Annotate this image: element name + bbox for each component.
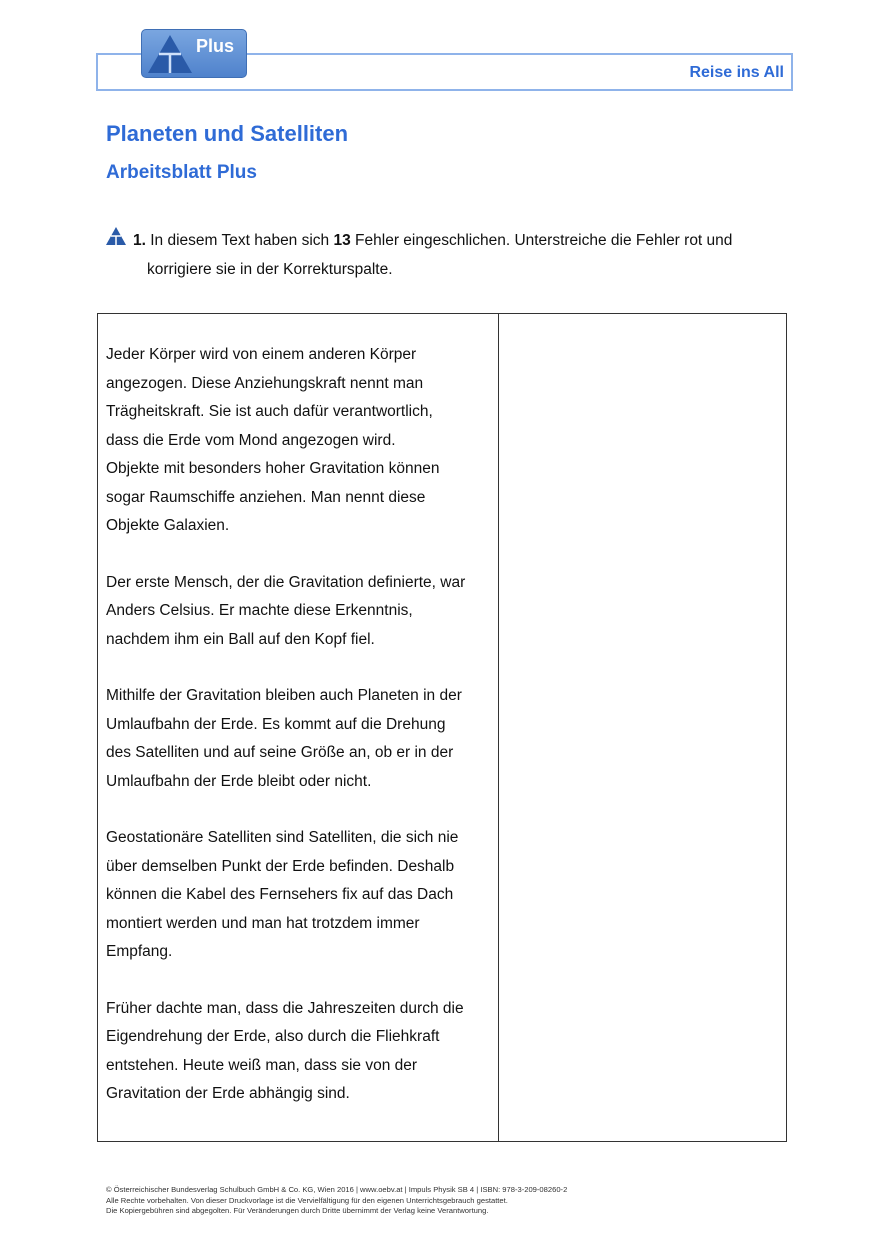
text-column: [98, 314, 499, 1142]
paragraph-gravity-intro: Jeder Körper wird von einem anderen Körper angezogen. Diese Anziehungskraft nennt man Trägheitskraft. Sie ist auch dafür verantwortlich, dass die Erde vom Mond angezogen wird. Objekte mit besonders hoher Gravitation können sogar Raumschiffe anziehen. Man nennt diese Objekte Galaxien.: [106, 346, 440, 534]
page-title: Planeten und Satelliten: [106, 121, 349, 146]
error-count: 13: [333, 232, 351, 249]
footer: [106, 1185, 567, 1217]
page-subtitle: Arbeitsblatt Plus: [106, 162, 257, 183]
section-title: Reise ins All: [689, 64, 784, 81]
paragraph-seasons: Früher dachte man, dass die Jahreszeiten durch die Eigendrehung der Erde, also durch die Fliehkraft entstehen. Heute weiß man, dass sie von der Gravitation der Erde abhängig sind.: [106, 999, 464, 1102]
paragraph-orbit: Mithilfe der Gravitation bleiben auch Planeten in der Umlaufbahn der Erde. Es kommt auf die Drehung des Satelliten und auf seine Größe an, ob er in der Umlaufbahn der Erde bleibt oder nicht.: [106, 687, 462, 790]
logo-text: Plus: [196, 36, 235, 56]
footer-rights: Alle Rechte vorbehalten. Von dieser Druckvorlage ist die Vervielfältigung für den eigenen Unterrichtsgebrauch gestattet.: [106, 1195, 508, 1205]
worksheet-table: [97, 313, 787, 1142]
pyramid-level-icon: [106, 227, 126, 245]
plus-logo: [141, 29, 247, 78]
task-line-1: [133, 226, 793, 255]
task-text-before: In diesem Text haben sich: [145, 232, 334, 249]
pyramid-logo-icon: [146, 33, 196, 75]
task-number: 1.: [133, 232, 146, 249]
paragraph-geostationary: Geostationäre Satelliten sind Satelliten, die sich nie über demselben Punkt der Erde befinden. Deshalb können die Kabel des Fernsehers fix auf das Dach montiert werden und man hat trotzdem immer Empfang.: [106, 829, 459, 960]
footer-fees: Die Kopiergebühren sind abgegolten. Für Veränderungen durch Dritte übernimmt der Verlag keine Verantwortung.: [106, 1206, 489, 1215]
task-line-2: korrigiere sie in der Korrekturspalte.: [147, 261, 393, 278]
correction-column[interactable]: [499, 314, 787, 1142]
paragraph-discoverer: Der erste Mensch, der die Gravitation definierte, war Anders Celsius. Er machte diese Erkenntnis, nachdem ihm ein Ball auf den Kopf fiel.: [106, 573, 466, 648]
task-text-after: Fehler eingeschlichen. Unterstreiche die Fehler rot und: [350, 232, 733, 249]
footer-copyright: © Österreichischer Bundesverlag Schulbuch GmbH & Co. KG, Wien 2016 | www.oebv.at | Impuls Physik SB 4 | ISBN: 978-3-209-08260-2: [106, 1185, 568, 1194]
task-instruction: [133, 226, 793, 284]
